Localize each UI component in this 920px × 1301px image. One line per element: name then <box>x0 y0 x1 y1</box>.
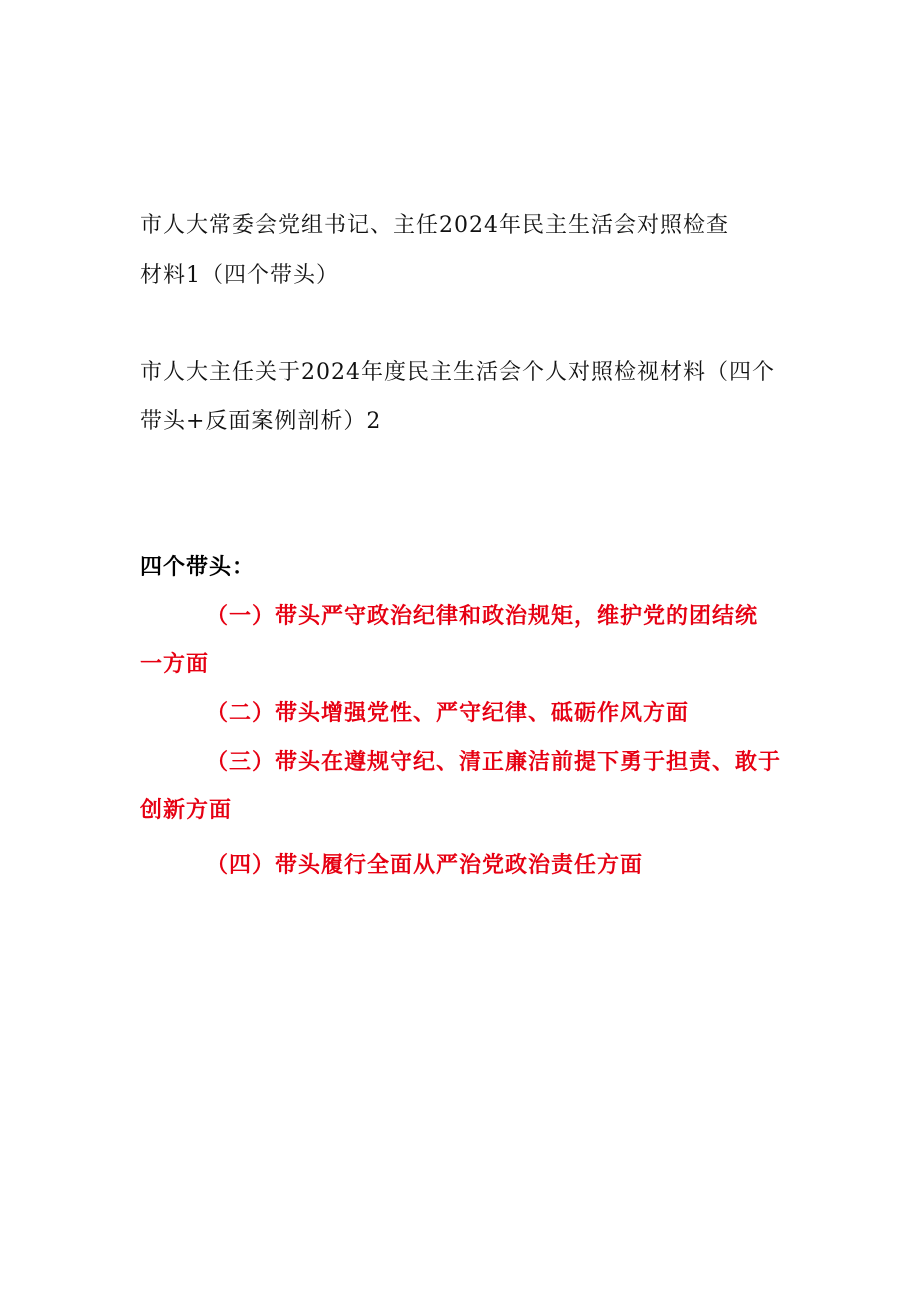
list-item-3-line-1: （三）带头在遵规守纪、清正廉洁前提下勇于担责、敢于 <box>206 750 782 775</box>
toc-entry-1-line-2: 材料1（四个带头） <box>140 263 339 288</box>
toc-entry-2-line-2: 带头+反面案例剖析）2 <box>140 409 382 434</box>
list-item-2-line-1: （二）带头增强党性、严守纪律、砥砺作风方面 <box>206 701 690 726</box>
list-item-1-line-2: 一方面 <box>140 652 210 677</box>
list-item-3-line-2: 创新方面 <box>140 798 233 823</box>
toc-entry-2-line-1: 市人大主任关于2024年度民主生活会个人对照检视材料（四个 <box>140 360 775 385</box>
section-heading: 四个带头： <box>140 555 256 580</box>
list-item-1-line-1: （一）带头严守政治纪律和政治规矩，维护党的团结统 <box>206 604 759 629</box>
toc-entry-1-line-1: 市人大常委会党组书记、主任2024年民主生活会对照检查 <box>140 213 729 238</box>
list-item-4-line-1: （四）带头履行全面从严治党政治责任方面 <box>206 853 644 878</box>
